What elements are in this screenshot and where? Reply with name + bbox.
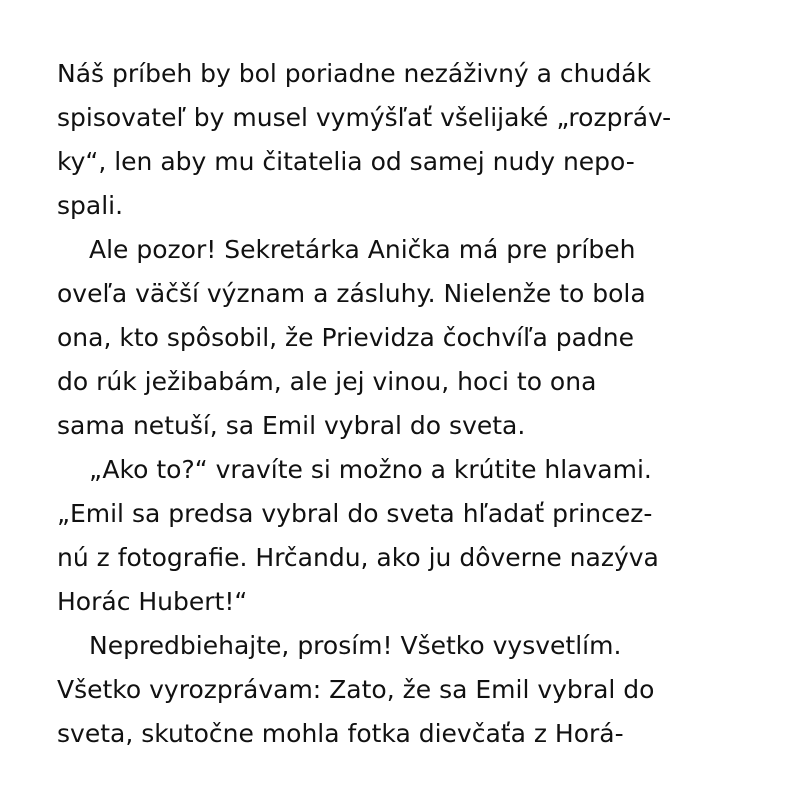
text-line: spali. xyxy=(57,191,124,220)
text-line: oveľa väčší význam a zásluhy. Nielenže to bola xyxy=(57,279,646,308)
text-line: sveta, skutočne mohla fotka dievčaťa z Horá- xyxy=(57,719,624,748)
text-line: Náš príbeh by bol poriadne nezáživný a chudák xyxy=(57,59,652,88)
text-line: Ale pozor! Sekretárka Anička má pre príbeh xyxy=(89,235,636,264)
body-text xyxy=(57,52,777,756)
text-line: Nepredbiehajte, prosím! Všetko vysvetlím. xyxy=(89,631,622,660)
text-line: Všetko vyrozprávam: Zato, že sa Emil vybral do xyxy=(57,675,655,704)
text-line: do rúk ježibabám, ale jej vinou, hoci to ona xyxy=(57,367,597,396)
text-line: „Ako to?“ vravíte si možno a krútite hlavami. xyxy=(89,455,652,484)
text-line: nú z fotografie. Hrčandu, ako ju dôverne nazýva xyxy=(57,543,659,572)
text-line: „Emil sa predsa vybral do sveta hľadať princez- xyxy=(57,499,653,528)
text-line: Horác Hubert!“ xyxy=(57,587,248,616)
text-line: spisovateľ by musel vymýšľať všelijaké „rozpráv- xyxy=(57,103,672,132)
text-line: ky“, len aby mu čitatelia od samej nudy nepo- xyxy=(57,147,635,176)
text-line: ona, kto spôsobil, že Prievidza čochvíľa padne xyxy=(57,323,635,352)
text-line: sama netuší, sa Emil vybral do sveta. xyxy=(57,411,526,440)
